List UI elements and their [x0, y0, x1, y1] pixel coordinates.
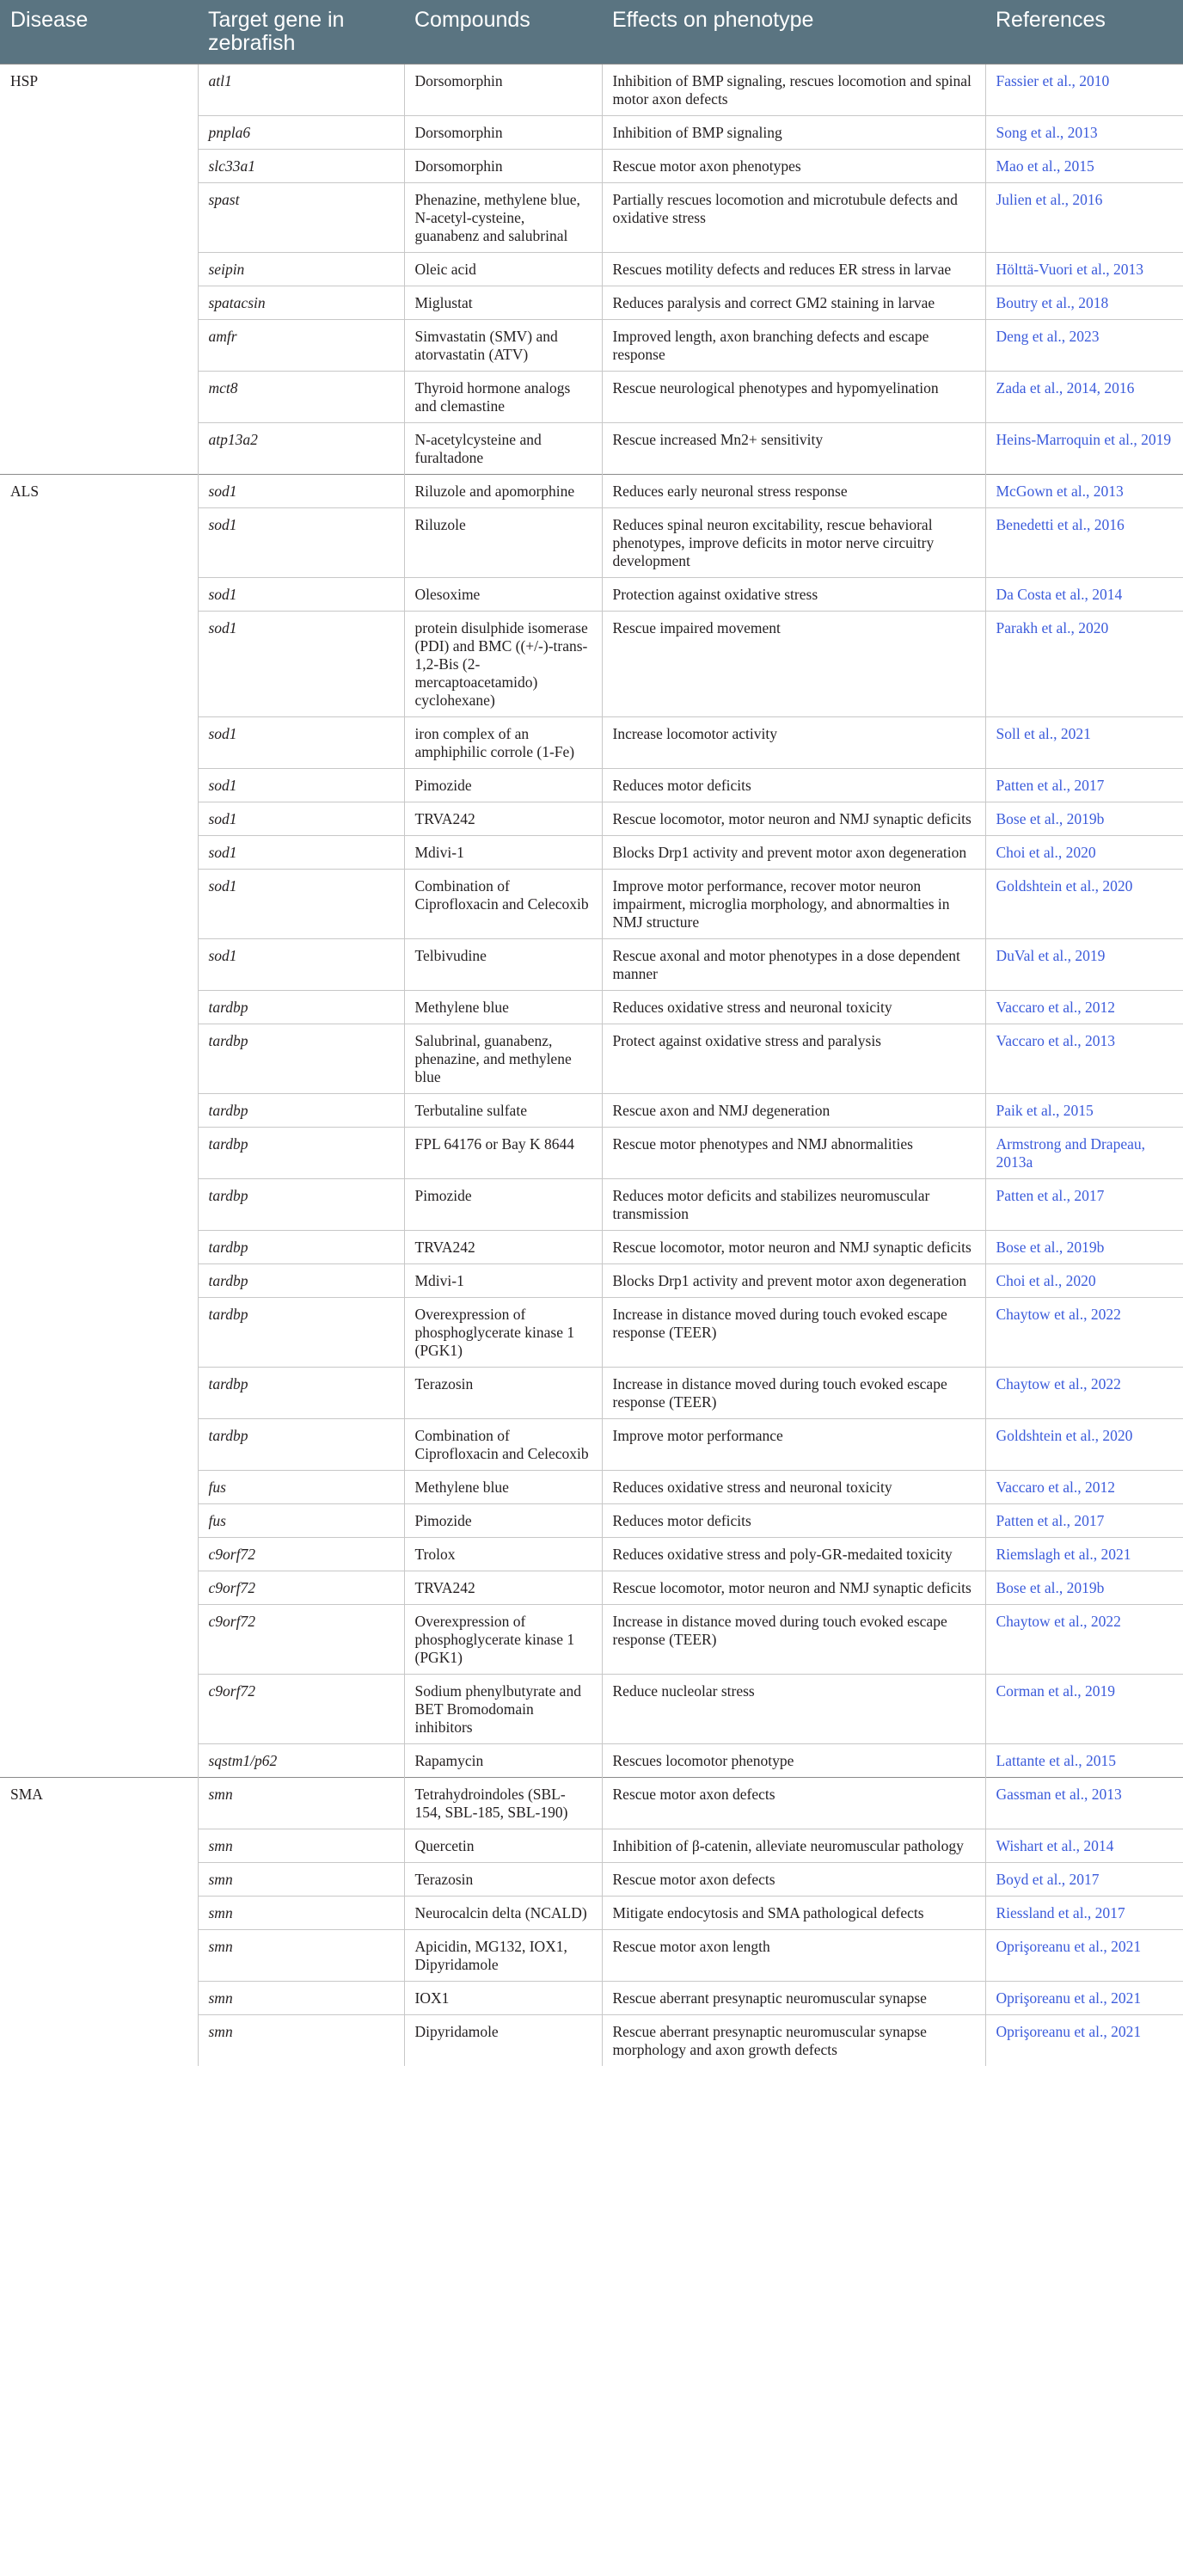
- effect-cell: Blocks Drp1 activity and prevent motor axon degeneration: [602, 836, 985, 870]
- reference-link[interactable]: Julien et al., 2016: [985, 183, 1183, 253]
- reference-link[interactable]: Oprişoreanu et al., 2021: [985, 1982, 1183, 2015]
- disease-cell: ALS: [0, 475, 198, 1778]
- gene-cell: c9orf72: [198, 1538, 404, 1571]
- gene-cell: tardbp: [198, 1231, 404, 1264]
- compound-cell: Riluzole: [404, 508, 602, 578]
- effect-cell: Improved length, axon branching defects and escape response: [602, 320, 985, 372]
- effect-cell: Reduces motor deficits: [602, 1504, 985, 1538]
- reference-link[interactable]: Armstrong and Drapeau, 2013a: [985, 1128, 1183, 1179]
- gene-cell: seipin: [198, 253, 404, 286]
- reference-link[interactable]: Goldshtein et al., 2020: [985, 1419, 1183, 1471]
- compound-cell: Terbutaline sulfate: [404, 1094, 602, 1128]
- effect-cell: Rescues motility defects and reduces ER stress in larvae: [602, 253, 985, 286]
- gene-cell: smn: [198, 1930, 404, 1982]
- effect-cell: Rescue aberrant presynaptic neuromuscular synapse morphology and axon growth defects: [602, 2015, 985, 2067]
- reference-link[interactable]: Hölttä-Vuori et al., 2013: [985, 253, 1183, 286]
- table-row: [0, 65, 1183, 116]
- reference-link[interactable]: Chaytow et al., 2022: [985, 1605, 1183, 1675]
- compound-cell: Olesoxime: [404, 578, 602, 612]
- header-references: References: [985, 0, 1183, 65]
- header-compounds: Compounds: [404, 0, 602, 65]
- compound-cell: N-acetylcysteine and furaltadone: [404, 423, 602, 475]
- gene-cell: sod1: [198, 870, 404, 939]
- compound-cell: Rapamycin: [404, 1744, 602, 1778]
- reference-link[interactable]: Oprişoreanu et al., 2021: [985, 1930, 1183, 1982]
- compound-cell: Apicidin, MG132, IOX1, Dipyridamole: [404, 1930, 602, 1982]
- effect-cell: Inhibition of BMP signaling: [602, 116, 985, 150]
- gene-cell: sod1: [198, 612, 404, 717]
- compound-cell: protein disulphide isomerase (PDI) and BMC ((+/-)-trans-1,2-Bis (2-mercaptoacetamido) cyclohexane): [404, 612, 602, 717]
- effect-cell: Reduces motor deficits: [602, 769, 985, 802]
- effect-cell: Inhibition of β-catenin, alleviate neuromuscular pathology: [602, 1829, 985, 1863]
- reference-link[interactable]: Zada et al., 2014, 2016: [985, 372, 1183, 423]
- gene-cell: tardbp: [198, 1094, 404, 1128]
- effect-cell: Reduces early neuronal stress response: [602, 475, 985, 508]
- reference-link[interactable]: Da Costa et al., 2014: [985, 578, 1183, 612]
- gene-cell: sod1: [198, 802, 404, 836]
- gene-cell: tardbp: [198, 1368, 404, 1419]
- reference-link[interactable]: Bose et al., 2019b: [985, 1571, 1183, 1605]
- gene-cell: slc33a1: [198, 150, 404, 183]
- compound-cell: Pimozide: [404, 769, 602, 802]
- reference-link[interactable]: Chaytow et al., 2022: [985, 1298, 1183, 1368]
- table-header: [0, 0, 1183, 65]
- reference-link[interactable]: Patten et al., 2017: [985, 769, 1183, 802]
- gene-cell: fus: [198, 1471, 404, 1504]
- gene-cell: tardbp: [198, 1419, 404, 1471]
- compound-cell: TRVA242: [404, 1571, 602, 1605]
- effect-cell: Improve motor performance, recover motor neuron impairment, microglia morphology, and abnormalties in NMJ structure: [602, 870, 985, 939]
- table-row: [0, 475, 1183, 508]
- reference-link[interactable]: Soll et al., 2021: [985, 717, 1183, 769]
- effect-cell: Increase in distance moved during touch evoked escape response (TEER): [602, 1605, 985, 1675]
- effect-cell: Rescue impaired movement: [602, 612, 985, 717]
- reference-link[interactable]: Vaccaro et al., 2012: [985, 1471, 1183, 1504]
- gene-cell: c9orf72: [198, 1571, 404, 1605]
- table-body: [0, 65, 1183, 2067]
- effect-cell: Improve motor performance: [602, 1419, 985, 1471]
- gene-cell: smn: [198, 1982, 404, 2015]
- effect-cell: Rescue motor phenotypes and NMJ abnormalities: [602, 1128, 985, 1179]
- compound-cell: Tetrahydroindoles (SBL-154, SBL-185, SBL-190): [404, 1778, 602, 1829]
- gene-cell: sod1: [198, 475, 404, 508]
- effect-cell: Inhibition of BMP signaling, rescues locomotion and spinal motor axon defects: [602, 65, 985, 116]
- effect-cell: Increase in distance moved during touch evoked escape response (TEER): [602, 1368, 985, 1419]
- compound-cell: Dorsomorphin: [404, 116, 602, 150]
- reference-link[interactable]: Deng et al., 2023: [985, 320, 1183, 372]
- gene-cell: tardbp: [198, 1179, 404, 1231]
- reference-link[interactable]: Paik et al., 2015: [985, 1094, 1183, 1128]
- compound-cell: Miglustat: [404, 286, 602, 320]
- reference-link[interactable]: Lattante et al., 2015: [985, 1744, 1183, 1778]
- reference-link[interactable]: Corman et al., 2019: [985, 1675, 1183, 1744]
- gene-cell: sod1: [198, 939, 404, 991]
- reference-link[interactable]: Choi et al., 2020: [985, 1264, 1183, 1298]
- compound-cell: Dipyridamole: [404, 2015, 602, 2067]
- gene-cell: pnpla6: [198, 116, 404, 150]
- reference-link[interactable]: Heins-Marroquin et al., 2019: [985, 423, 1183, 475]
- compound-cell: TRVA242: [404, 1231, 602, 1264]
- effect-cell: Rescue neurological phenotypes and hypomyelination: [602, 372, 985, 423]
- effect-cell: Reduces oxidative stress and neuronal toxicity: [602, 991, 985, 1024]
- gene-cell: sod1: [198, 508, 404, 578]
- compound-cell: Dorsomorphin: [404, 65, 602, 116]
- gene-cell: sod1: [198, 836, 404, 870]
- gene-cell: tardbp: [198, 1128, 404, 1179]
- effect-cell: Rescue locomotor, motor neuron and NMJ synaptic deficits: [602, 1571, 985, 1605]
- reference-link[interactable]: Mao et al., 2015: [985, 150, 1183, 183]
- compound-cell: Telbivudine: [404, 939, 602, 991]
- effect-cell: Rescue motor axon defects: [602, 1863, 985, 1897]
- reference-link[interactable]: DuVal et al., 2019: [985, 939, 1183, 991]
- compound-cell: Phenazine, methylene blue, N-acetyl-cysteine, guanabenz and salubrinal: [404, 183, 602, 253]
- gene-cell: smn: [198, 1863, 404, 1897]
- effect-cell: Rescue aberrant presynaptic neuromuscular synapse: [602, 1982, 985, 2015]
- reference-link[interactable]: Goldshtein et al., 2020: [985, 870, 1183, 939]
- gene-cell: smn: [198, 1829, 404, 1863]
- effect-cell: Rescue motor axon length: [602, 1930, 985, 1982]
- reference-link[interactable]: Vaccaro et al., 2013: [985, 1024, 1183, 1094]
- compound-cell: Pimozide: [404, 1179, 602, 1231]
- effect-cell: Rescue motor axon defects: [602, 1778, 985, 1829]
- gene-cell: mct8: [198, 372, 404, 423]
- gene-cell: atl1: [198, 65, 404, 116]
- compound-cell: Thyroid hormone analogs and clemastine: [404, 372, 602, 423]
- compound-cell: Salubrinal, guanabenz, phenazine, and methylene blue: [404, 1024, 602, 1094]
- reference-link[interactable]: Patten et al., 2017: [985, 1504, 1183, 1538]
- effect-cell: Protection against oxidative stress: [602, 578, 985, 612]
- reference-link[interactable]: Boutry et al., 2018: [985, 286, 1183, 320]
- gene-cell: tardbp: [198, 1024, 404, 1094]
- compound-cell: TRVA242: [404, 802, 602, 836]
- compound-cell: Overexpression of phosphoglycerate kinase 1 (PGK1): [404, 1298, 602, 1368]
- header-effects: Effects on phenotype: [602, 0, 985, 65]
- compound-cell: Combination of Ciprofloxacin and Celecoxib: [404, 870, 602, 939]
- reference-link[interactable]: Riemslagh et al., 2021: [985, 1538, 1183, 1571]
- compound-cell: Overexpression of phosphoglycerate kinase 1 (PGK1): [404, 1605, 602, 1675]
- effect-cell: Rescue locomotor, motor neuron and NMJ synaptic deficits: [602, 1231, 985, 1264]
- reference-link[interactable]: Song et al., 2013: [985, 116, 1183, 150]
- effect-cell: Reduces oxidative stress and poly-GR-medaited toxicity: [602, 1538, 985, 1571]
- effect-cell: Protect against oxidative stress and paralysis: [602, 1024, 985, 1094]
- effect-cell: Rescue axon and NMJ degeneration: [602, 1094, 985, 1128]
- reference-link[interactable]: Chaytow et al., 2022: [985, 1368, 1183, 1419]
- gene-cell: smn: [198, 1897, 404, 1930]
- effect-cell: Partially rescues locomotion and microtubule defects and oxidative stress: [602, 183, 985, 253]
- gene-cell: sod1: [198, 578, 404, 612]
- reference-link[interactable]: Benedetti et al., 2016: [985, 508, 1183, 578]
- gene-cell: tardbp: [198, 1264, 404, 1298]
- effect-cell: Rescue axonal and motor phenotypes in a dose dependent manner: [602, 939, 985, 991]
- compound-cell: Sodium phenylbutyrate and BET Bromodomain inhibitors: [404, 1675, 602, 1744]
- reference-link[interactable]: Oprişoreanu et al., 2021: [985, 2015, 1183, 2067]
- effect-cell: Reduces motor deficits and stabilizes neuromuscular transmission: [602, 1179, 985, 1231]
- header-target-gene: Target gene in zebrafish: [198, 0, 404, 65]
- reference-link[interactable]: Choi et al., 2020: [985, 836, 1183, 870]
- gene-cell: amfr: [198, 320, 404, 372]
- effect-cell: Blocks Drp1 activity and prevent motor axon degeneration: [602, 1264, 985, 1298]
- gene-cell: tardbp: [198, 1298, 404, 1368]
- gene-cell: fus: [198, 1504, 404, 1538]
- effect-cell: Rescue motor axon phenotypes: [602, 150, 985, 183]
- compound-cell: Oleic acid: [404, 253, 602, 286]
- gene-cell: spast: [198, 183, 404, 253]
- effect-cell: Increase locomotor activity: [602, 717, 985, 769]
- compound-cell: IOX1: [404, 1982, 602, 2015]
- reference-link[interactable]: Bose et al., 2019b: [985, 802, 1183, 836]
- effect-cell: Rescues locomotor phenotype: [602, 1744, 985, 1778]
- gene-cell: smn: [198, 2015, 404, 2067]
- gene-cell: c9orf72: [198, 1605, 404, 1675]
- gene-cell: sod1: [198, 769, 404, 802]
- reference-link[interactable]: Wishart et al., 2014: [985, 1829, 1183, 1863]
- effect-cell: Rescue increased Mn2+ sensitivity: [602, 423, 985, 475]
- effect-cell: Reduces paralysis and correct GM2 staining in larvae: [602, 286, 985, 320]
- effect-cell: Rescue locomotor, motor neuron and NMJ synaptic deficits: [602, 802, 985, 836]
- compound-cell: Quercetin: [404, 1829, 602, 1863]
- reference-link[interactable]: Bose et al., 2019b: [985, 1231, 1183, 1264]
- compound-cell: Combination of Ciprofloxacin and Celecoxib: [404, 1419, 602, 1471]
- compound-cell: FPL 64176 or Bay K 8644: [404, 1128, 602, 1179]
- reference-link[interactable]: Riessland et al., 2017: [985, 1897, 1183, 1930]
- disease-cell: SMA: [0, 1778, 198, 2067]
- effect-cell: Mitigate endocytosis and SMA pathological defects: [602, 1897, 985, 1930]
- effect-cell: Reduces spinal neuron excitability, rescue behavioral phenotypes, improve deficits in motor nerve circuitry development: [602, 508, 985, 578]
- gene-cell: atp13a2: [198, 423, 404, 475]
- compound-cell: Simvastatin (SMV) and atorvastatin (ATV): [404, 320, 602, 372]
- gene-cell: smn: [198, 1778, 404, 1829]
- compound-cell: Mdivi-1: [404, 1264, 602, 1298]
- compound-cell: Methylene blue: [404, 1471, 602, 1504]
- compound-cell: Riluzole and apomorphine: [404, 475, 602, 508]
- compound-cell: Neurocalcin delta (NCALD): [404, 1897, 602, 1930]
- reference-link[interactable]: Fassier et al., 2010: [985, 65, 1183, 116]
- gene-cell: spatacsin: [198, 286, 404, 320]
- header-disease: Disease: [0, 0, 198, 65]
- effect-cell: Reduces oxidative stress and neuronal toxicity: [602, 1471, 985, 1504]
- disease-cell: HSP: [0, 65, 198, 475]
- gene-cell: sod1: [198, 717, 404, 769]
- reference-link[interactable]: McGown et al., 2013: [985, 475, 1183, 508]
- gene-cell: tardbp: [198, 991, 404, 1024]
- reference-link[interactable]: Parakh et al., 2020: [985, 612, 1183, 717]
- compound-cell: Terazosin: [404, 1368, 602, 1419]
- compound-cell: Mdivi-1: [404, 836, 602, 870]
- reference-link[interactable]: Patten et al., 2017: [985, 1179, 1183, 1231]
- compound-cell: Pimozide: [404, 1504, 602, 1538]
- reference-link[interactable]: Gassman et al., 2013: [985, 1778, 1183, 1829]
- table-row: [0, 1778, 1183, 1829]
- gene-cell: sqstm1/p62: [198, 1744, 404, 1778]
- effect-cell: Reduce nucleolar stress: [602, 1675, 985, 1744]
- compound-cell: iron complex of an amphiphilic corrole (1-Fe): [404, 717, 602, 769]
- reference-link[interactable]: Boyd et al., 2017: [985, 1863, 1183, 1897]
- effect-cell: Increase in distance moved during touch evoked escape response (TEER): [602, 1298, 985, 1368]
- compound-cell: Terazosin: [404, 1863, 602, 1897]
- compound-cell: Methylene blue: [404, 991, 602, 1024]
- compound-cell: Dorsomorphin: [404, 150, 602, 183]
- compound-cell: Trolox: [404, 1538, 602, 1571]
- reference-link[interactable]: Vaccaro et al., 2012: [985, 991, 1183, 1024]
- gene-cell: c9orf72: [198, 1675, 404, 1744]
